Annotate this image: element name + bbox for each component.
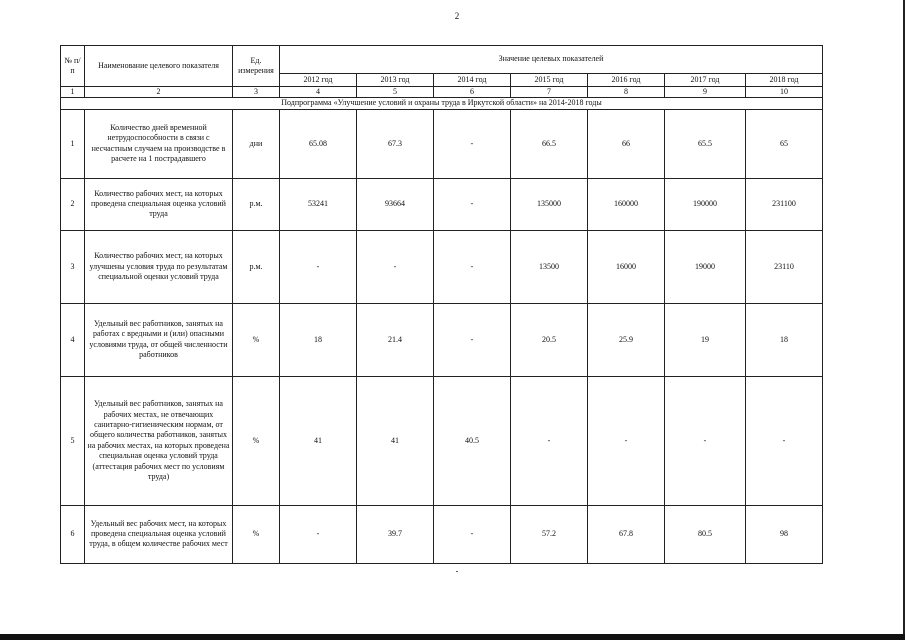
row-value: - <box>588 376 665 505</box>
row-value: 40.5 <box>434 376 511 505</box>
row-value: 53241 <box>280 178 357 230</box>
row-value: - <box>280 505 357 563</box>
table-row <box>61 109 823 178</box>
row-unit: р.м. <box>233 230 280 303</box>
scan-speck <box>456 571 458 572</box>
row-value: - <box>665 376 746 505</box>
column-number: 4 <box>280 87 357 98</box>
row-value: 13500 <box>511 230 588 303</box>
row-value: 66 <box>588 109 665 178</box>
row-unit: % <box>233 303 280 376</box>
header-year: 2013 год <box>357 74 434 87</box>
row-value: 231100 <box>746 178 823 230</box>
row-name: Количество рабочих мест, на которых проведена специальная оценка условий труда <box>85 178 233 230</box>
row-value: 67.3 <box>357 109 434 178</box>
column-number: 5 <box>357 87 434 98</box>
row-value: 80.5 <box>665 505 746 563</box>
row-name: Количество рабочих мест, на которых улучшены условия труда по результатам специальной оценки условий труда <box>85 230 233 303</box>
row-value: 135000 <box>511 178 588 230</box>
header-year: 2018 год <box>746 74 823 87</box>
row-unit: % <box>233 376 280 505</box>
row-value: 23110 <box>746 230 823 303</box>
row-value: - <box>434 505 511 563</box>
subprogram-title: Подпрограмма «Улучшение условий и охраны труда в Иркутской области» на 2014-2018 годы <box>61 98 823 109</box>
row-value: - <box>434 230 511 303</box>
target-indicators-table <box>60 45 823 564</box>
row-num: 3 <box>61 230 85 303</box>
header-name: Наименование целевого показателя <box>85 46 233 87</box>
row-value: 20.5 <box>511 303 588 376</box>
row-value: - <box>357 230 434 303</box>
row-value: 65.5 <box>665 109 746 178</box>
column-number: 1 <box>61 87 85 98</box>
row-value: 19000 <box>665 230 746 303</box>
header-num: № п/п <box>61 46 85 87</box>
column-number: 6 <box>434 87 511 98</box>
page-number: 2 <box>454 11 460 21</box>
row-unit: % <box>233 505 280 563</box>
table-row <box>61 230 823 303</box>
table-row <box>61 303 823 376</box>
row-value: - <box>434 178 511 230</box>
row-num: 4 <box>61 303 85 376</box>
header-row-top <box>61 46 823 74</box>
header-year: 2016 год <box>588 74 665 87</box>
row-value: 25.9 <box>588 303 665 376</box>
row-value: 18 <box>746 303 823 376</box>
header-unit: Ед. измерения <box>233 46 280 87</box>
header-year: 2015 год <box>511 74 588 87</box>
row-name: Удельный вес работников, занятых на работах с вредными и (или) опасными условиями труда, от общей численности работников <box>85 303 233 376</box>
row-num: 6 <box>61 505 85 563</box>
row-value: 57.2 <box>511 505 588 563</box>
column-number: 7 <box>511 87 588 98</box>
header-year: 2014 год <box>434 74 511 87</box>
row-value: 67.8 <box>588 505 665 563</box>
row-value: 41 <box>357 376 434 505</box>
column-number: 8 <box>588 87 665 98</box>
row-name: Удельный вес работников, занятых на рабочих местах, не отвечающих санитарно-гигиеническим нормам, от общего количества работников, занятых на рабочих местах, на которых проведена специальная оценка условий труда (аттестация рабочих мест по условиям труда) <box>85 376 233 505</box>
column-number: 3 <box>233 87 280 98</box>
row-value: 98 <box>746 505 823 563</box>
row-unit: р.м. <box>233 178 280 230</box>
column-number: 10 <box>746 87 823 98</box>
table-row <box>61 376 823 505</box>
row-value: 66.5 <box>511 109 588 178</box>
row-value: 65.08 <box>280 109 357 178</box>
row-num: 5 <box>61 376 85 505</box>
header-year: 2012 год <box>280 74 357 87</box>
row-value: 65 <box>746 109 823 178</box>
row-value: 18 <box>280 303 357 376</box>
row-value: - <box>746 376 823 505</box>
column-number: 2 <box>85 87 233 98</box>
row-unit: дни <box>233 109 280 178</box>
row-value: - <box>434 109 511 178</box>
column-number: 9 <box>665 87 746 98</box>
row-value: 160000 <box>588 178 665 230</box>
scan-edge-bottom <box>0 634 905 640</box>
header-values-group: Значение целевых показателей <box>280 46 823 74</box>
row-value: 39.7 <box>357 505 434 563</box>
row-num: 1 <box>61 109 85 178</box>
row-value: - <box>511 376 588 505</box>
row-value: 16000 <box>588 230 665 303</box>
table-row <box>61 178 823 230</box>
row-value: 19 <box>665 303 746 376</box>
subprogram-row <box>61 98 823 109</box>
row-value: - <box>434 303 511 376</box>
header-year: 2017 год <box>665 74 746 87</box>
row-value: 21.4 <box>357 303 434 376</box>
row-value: 190000 <box>665 178 746 230</box>
table-row <box>61 505 823 563</box>
row-num: 2 <box>61 178 85 230</box>
row-value: 41 <box>280 376 357 505</box>
row-value: 93664 <box>357 178 434 230</box>
row-name: Удельный вес рабочих мест, на которых проведена специальная оценка условий труда, в общем количестве рабочих мест <box>85 505 233 563</box>
row-value: - <box>280 230 357 303</box>
row-name: Количество дней временной нетрудоспособности в связи с несчастным случаем на производстве в расчете на 1 пострадавшего <box>85 109 233 178</box>
column-number-row <box>61 87 823 98</box>
